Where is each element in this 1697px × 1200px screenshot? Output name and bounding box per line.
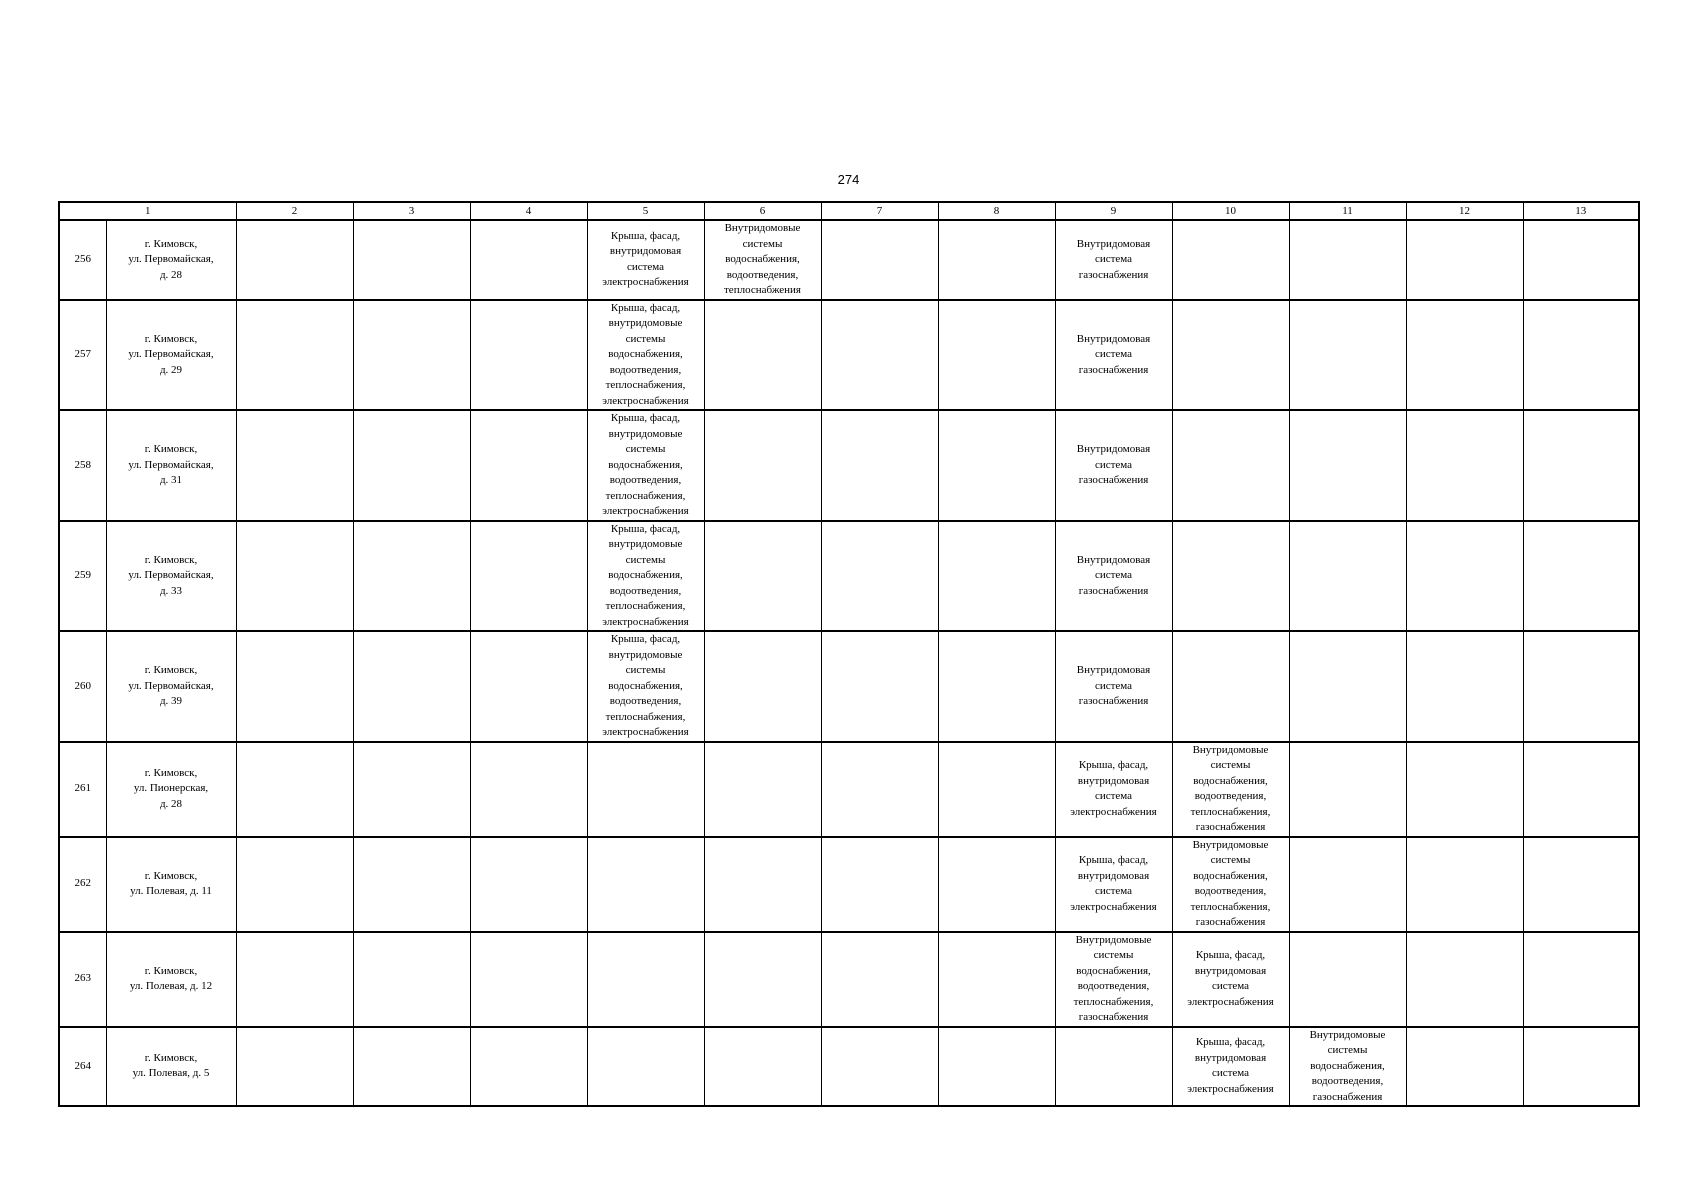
cell-col-4 bbox=[470, 220, 587, 300]
cell-text: Крыша, фасад, внутридомовые системы водоснабжения, водоотведения, теплоснабжения, электроснабжения bbox=[602, 633, 689, 738]
address-cell bbox=[106, 521, 236, 632]
cell-col-4 bbox=[470, 521, 587, 632]
header-cell-9: 9 bbox=[1055, 202, 1172, 220]
cell-col-12 bbox=[1406, 410, 1523, 521]
cell-col-8 bbox=[938, 1027, 1055, 1107]
address-text: г. Кимовск, ул. Первомайская, д. 33 bbox=[128, 553, 214, 597]
address-text: г. Кимовск, ул. Первомайская, д. 39 bbox=[128, 664, 214, 707]
cell-col-4 bbox=[470, 631, 587, 742]
address-text: г. Кимовск, ул. Полевая, д. 5 bbox=[132, 1051, 210, 1080]
cell-col-9 bbox=[1055, 300, 1172, 411]
cell-col-7 bbox=[821, 837, 938, 932]
cell-col-13 bbox=[1523, 410, 1639, 521]
cell-col-7 bbox=[821, 410, 938, 521]
cell-col-6 bbox=[704, 932, 821, 1027]
address-text: г. Кимовск, ул. Первомайская, д. 31 bbox=[128, 443, 214, 486]
cell-col-7 bbox=[821, 631, 938, 742]
cell-col-13 bbox=[1523, 631, 1639, 742]
cell-text: Крыша, фасад, внутридомовые системы водоснабжения, водоотведения, теплоснабжения, электроснабжения bbox=[602, 522, 689, 628]
cell-col-5 bbox=[587, 837, 704, 932]
cell-col-6 bbox=[704, 220, 821, 300]
cell-col-3 bbox=[353, 220, 470, 300]
cell-col-4 bbox=[470, 932, 587, 1027]
cell-col-10 bbox=[1172, 300, 1289, 411]
cell-col-3 bbox=[353, 837, 470, 932]
address-cell bbox=[106, 300, 236, 411]
table-row bbox=[59, 220, 1639, 300]
cell-col-11 bbox=[1289, 631, 1406, 742]
header-cell-1: 1 bbox=[59, 202, 236, 220]
cell-col-3 bbox=[353, 410, 470, 521]
header-cell-4: 4 bbox=[470, 202, 587, 220]
address-cell bbox=[106, 631, 236, 742]
cell-col-7 bbox=[821, 220, 938, 300]
cell-col-2 bbox=[236, 932, 353, 1027]
cell-col-5 bbox=[587, 220, 704, 300]
row-number: 258 bbox=[59, 410, 106, 521]
cell-col-9 bbox=[1055, 837, 1172, 932]
header-cell-13: 13 bbox=[1523, 202, 1639, 220]
cell-col-3 bbox=[353, 1027, 470, 1107]
address-text: г. Кимовск, ул. Полевая, д. 11 bbox=[130, 869, 212, 897]
cell-col-2 bbox=[236, 1027, 353, 1107]
header-cell-12: 12 bbox=[1406, 202, 1523, 220]
cell-col-12 bbox=[1406, 631, 1523, 742]
cell-text: Внутридомовая система газоснабжения bbox=[1076, 553, 1151, 597]
cell-col-5 bbox=[587, 1027, 704, 1107]
cell-col-11 bbox=[1289, 1027, 1406, 1107]
cell-col-9 bbox=[1055, 521, 1172, 632]
cell-col-5 bbox=[587, 742, 704, 837]
cell-col-6 bbox=[704, 410, 821, 521]
cell-col-2 bbox=[236, 521, 353, 632]
page-number: 274 bbox=[837, 172, 860, 187]
table-row bbox=[59, 631, 1639, 742]
cell-col-6 bbox=[704, 521, 821, 632]
cell-col-13 bbox=[1523, 932, 1639, 1027]
cell-text: Внутридомовая система газоснабжения bbox=[1076, 443, 1151, 486]
address-text: г. Кимовск, ул. Первомайская, д. 28 bbox=[128, 237, 214, 281]
cell-col-7 bbox=[821, 1027, 938, 1107]
cell-col-9 bbox=[1055, 932, 1172, 1027]
cell-col-6 bbox=[704, 631, 821, 742]
cell-col-11 bbox=[1289, 300, 1406, 411]
cell-col-9 bbox=[1055, 220, 1172, 300]
cell-col-7 bbox=[821, 742, 938, 837]
cell-col-3 bbox=[353, 742, 470, 837]
cell-text: Крыша, фасад, внутридомовые системы водоснабжения, водоотведения, теплоснабжения, электроснабжения bbox=[602, 301, 689, 407]
cell-col-8 bbox=[938, 932, 1055, 1027]
cell-text: Внутридомовые системы водоснабжения, водоотведения, теплоснабжения, газоснабжения bbox=[1073, 933, 1154, 1023]
header-cell-6: 6 bbox=[704, 202, 821, 220]
cell-col-10 bbox=[1172, 220, 1289, 300]
row-number: 261 bbox=[59, 742, 106, 837]
address-cell bbox=[106, 220, 236, 300]
cell-col-5 bbox=[587, 932, 704, 1027]
cell-col-4 bbox=[470, 300, 587, 411]
cell-col-8 bbox=[938, 220, 1055, 300]
cell-col-8 bbox=[938, 521, 1055, 632]
header-cell-7: 7 bbox=[821, 202, 938, 220]
cell-col-13 bbox=[1523, 1027, 1639, 1107]
cell-col-10 bbox=[1172, 410, 1289, 521]
address-cell bbox=[106, 932, 236, 1027]
cell-text: Крыша, фасад, внутридомовая система электроснабжения bbox=[1187, 1036, 1274, 1095]
cell-col-11 bbox=[1289, 220, 1406, 300]
table-row bbox=[59, 837, 1639, 932]
table-row bbox=[59, 410, 1639, 521]
row-number: 259 bbox=[59, 521, 106, 632]
cell-col-12 bbox=[1406, 932, 1523, 1027]
cell-col-8 bbox=[938, 631, 1055, 742]
row-number: 260 bbox=[59, 631, 106, 742]
header-cell-3: 3 bbox=[353, 202, 470, 220]
row-number: 257 bbox=[59, 300, 106, 411]
cell-text: Внутридомовые системы водоснабжения, водоотведения, теплоснабжения, газоснабжения bbox=[1190, 838, 1271, 928]
cell-col-13 bbox=[1523, 742, 1639, 837]
header-row bbox=[59, 202, 1639, 220]
cell-col-12 bbox=[1406, 837, 1523, 932]
cell-col-2 bbox=[236, 220, 353, 300]
address-cell bbox=[106, 410, 236, 521]
address-text: г. Кимовск, ул. Полевая, д. 12 bbox=[129, 964, 213, 992]
address-text: г. Кимовск, ул. Первомайская, д. 29 bbox=[128, 332, 214, 376]
cell-col-6 bbox=[704, 300, 821, 411]
cell-text: Крыша, фасад, внутридомовые системы водоснабжения, водоотведения, теплоснабжения, электроснабжения bbox=[602, 412, 689, 517]
address-cell bbox=[106, 837, 236, 932]
cell-col-7 bbox=[821, 300, 938, 411]
cell-col-4 bbox=[470, 742, 587, 837]
table-row bbox=[59, 521, 1639, 632]
row-number: 262 bbox=[59, 837, 106, 932]
cell-col-11 bbox=[1289, 837, 1406, 932]
cell-col-10 bbox=[1172, 932, 1289, 1027]
cell-text: Внутридомовые системы водоснабжения, водоотведения, теплоснабжения bbox=[724, 222, 801, 296]
cell-col-12 bbox=[1406, 300, 1523, 411]
cell-col-8 bbox=[938, 837, 1055, 932]
cell-col-2 bbox=[236, 837, 353, 932]
cell-col-3 bbox=[353, 521, 470, 632]
cell-col-13 bbox=[1523, 220, 1639, 300]
address-cell bbox=[106, 742, 236, 837]
cell-col-11 bbox=[1289, 410, 1406, 521]
cell-col-5 bbox=[587, 300, 704, 411]
cell-col-2 bbox=[236, 631, 353, 742]
cell-col-12 bbox=[1406, 1027, 1523, 1107]
cell-col-11 bbox=[1289, 932, 1406, 1027]
cell-col-3 bbox=[353, 300, 470, 411]
cell-text: Внутридомовая система газоснабжения bbox=[1076, 664, 1151, 707]
cell-col-2 bbox=[236, 410, 353, 521]
cell-col-12 bbox=[1406, 521, 1523, 632]
cell-col-12 bbox=[1406, 220, 1523, 300]
cell-col-13 bbox=[1523, 521, 1639, 632]
cell-col-10 bbox=[1172, 742, 1289, 837]
cell-col-6 bbox=[704, 742, 821, 837]
cell-col-6 bbox=[704, 1027, 821, 1107]
row-number: 264 bbox=[59, 1027, 106, 1107]
cell-col-6 bbox=[704, 837, 821, 932]
table-row bbox=[59, 742, 1639, 837]
cell-col-11 bbox=[1289, 521, 1406, 632]
cell-col-8 bbox=[938, 410, 1055, 521]
cell-col-5 bbox=[587, 410, 704, 521]
cell-col-10 bbox=[1172, 837, 1289, 932]
cell-col-8 bbox=[938, 742, 1055, 837]
cell-col-9 bbox=[1055, 1027, 1172, 1107]
cell-col-13 bbox=[1523, 837, 1639, 932]
cell-col-7 bbox=[821, 932, 938, 1027]
cell-col-13 bbox=[1523, 300, 1639, 411]
cell-col-9 bbox=[1055, 631, 1172, 742]
header-cell-5: 5 bbox=[587, 202, 704, 220]
table-row bbox=[59, 300, 1639, 411]
cell-col-3 bbox=[353, 631, 470, 742]
header-cell-2: 2 bbox=[236, 202, 353, 220]
address-cell bbox=[106, 1027, 236, 1107]
cell-text: Крыша, фасад, внутридомовая система электроснабжения bbox=[1070, 854, 1157, 913]
table-row bbox=[59, 932, 1639, 1027]
cell-col-11 bbox=[1289, 742, 1406, 837]
address-text: г. Кимовск, ул. Пионерская, д. 28 bbox=[133, 766, 209, 810]
header-cell-8: 8 bbox=[938, 202, 1055, 220]
cell-text: Внутридомовая система газоснабжения bbox=[1076, 332, 1151, 376]
cell-col-3 bbox=[353, 932, 470, 1027]
cell-text: Внутридомовые системы водоснабжения, водоотведения, газоснабжения bbox=[1309, 1028, 1386, 1103]
header-cell-11: 11 bbox=[1289, 202, 1406, 220]
cell-col-8 bbox=[938, 300, 1055, 411]
cell-col-2 bbox=[236, 300, 353, 411]
works-table bbox=[58, 201, 1640, 1107]
cell-col-4 bbox=[470, 1027, 587, 1107]
cell-col-4 bbox=[470, 837, 587, 932]
row-number: 263 bbox=[59, 932, 106, 1027]
cell-text: Внутридомовые системы водоснабжения, водоотведения, теплоснабжения, газоснабжения bbox=[1190, 743, 1271, 833]
row-number: 256 bbox=[59, 220, 106, 300]
cell-col-2 bbox=[236, 742, 353, 837]
cell-col-9 bbox=[1055, 410, 1172, 521]
cell-text: Крыша, фасад, внутридомовая система электроснабжения bbox=[602, 229, 689, 289]
header-cell-10: 10 bbox=[1172, 202, 1289, 220]
cell-col-5 bbox=[587, 631, 704, 742]
cell-text: Крыша, фасад, внутридомовая система электроснабжения bbox=[1070, 759, 1157, 818]
cell-col-5 bbox=[587, 521, 704, 632]
cell-text: Крыша, фасад, внутридомовая система электроснабжения bbox=[1187, 949, 1274, 1008]
cell-col-4 bbox=[470, 410, 587, 521]
cell-col-10 bbox=[1172, 1027, 1289, 1107]
cell-col-10 bbox=[1172, 521, 1289, 632]
cell-col-9 bbox=[1055, 742, 1172, 837]
cell-col-12 bbox=[1406, 742, 1523, 837]
table-row bbox=[59, 1027, 1639, 1107]
cell-col-7 bbox=[821, 521, 938, 632]
cell-text: Внутридомовая система газоснабжения bbox=[1076, 237, 1151, 281]
cell-col-10 bbox=[1172, 631, 1289, 742]
